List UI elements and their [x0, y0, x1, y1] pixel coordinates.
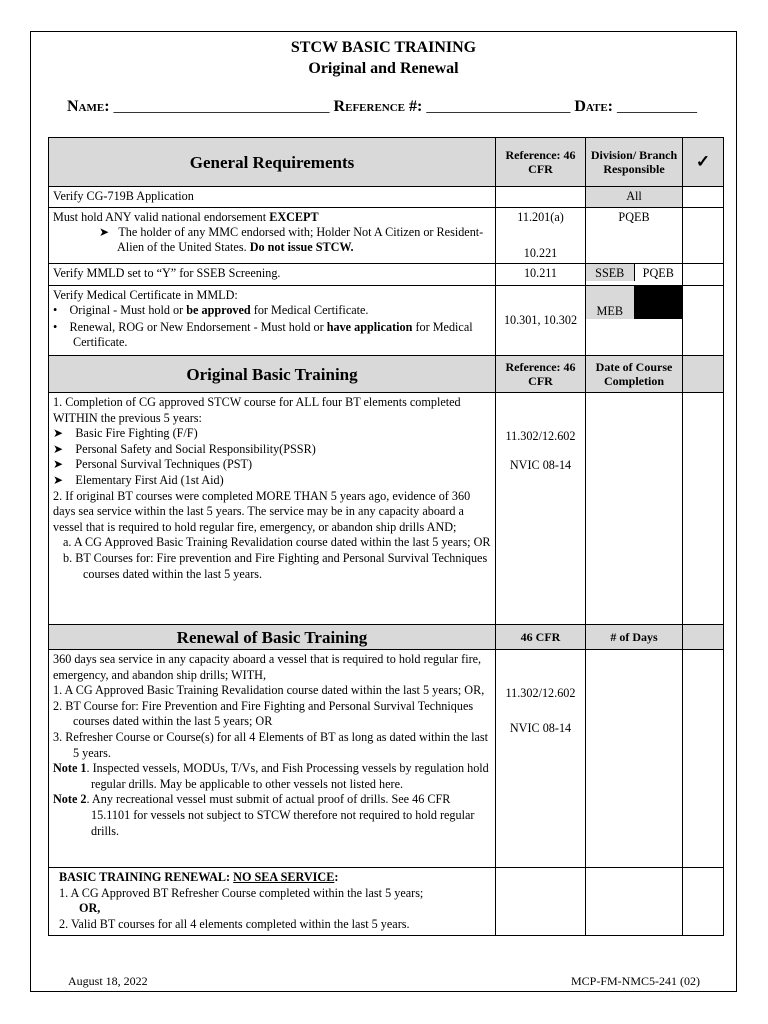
general-ref-heading: Reference: 46 CFR — [496, 138, 586, 187]
row-check[interactable] — [683, 393, 724, 625]
reference-field[interactable]: __________________ — [426, 98, 571, 115]
renewal-header-row — [49, 625, 724, 650]
table-row — [49, 187, 724, 208]
reference-label: Reference #: — [333, 98, 423, 115]
original-heading: Original Basic Training — [49, 356, 496, 393]
row-check[interactable] — [683, 187, 724, 208]
table-row — [49, 868, 724, 936]
table-row — [49, 208, 724, 264]
row-text: Verify Medical Certificate in MMLD: • Original - Must hold or be approved for Medical Certificate. • Renewal, ROG or New Endorsement - Must hold or have application for Medical Certificate. — [49, 286, 496, 356]
table-row — [49, 650, 724, 868]
row-check[interactable] — [683, 286, 724, 356]
row-text: Must hold ANY valid national endorsement EXCEPT ➤ The holder of any MMC endorsed with; Holder Not A Citizen or Resident-Alien of the United States. Do not issue STCW. — [49, 208, 496, 264]
row-text: Verify MMLD set to “Y” for SSEB Screening. — [49, 264, 496, 286]
original-ref: 11.302/12.602 NVIC 08-14 — [496, 393, 586, 625]
renewal-ref: 11.302/12.602 NVIC 08-14 — [496, 650, 586, 868]
renewal-days-cell[interactable] — [586, 650, 683, 868]
name-label: Name: — [67, 98, 110, 115]
row-ref: 11.201(a) 10.221 — [496, 208, 586, 264]
row-division: SSEB PQEB — [586, 264, 683, 286]
table-row — [49, 286, 724, 356]
original-requirements: 1. Completion of CG approved STCW course for ALL four BT elements completed WITHIN the previous 5 years: ➤ Basic Fire Fighting (F/F) ➤ Personal Safety and Social Responsibility(PSSR) ➤ Personal Survival Techniques (PST) ➤ Elementary First Aid (1st Aid) 2. If original BT courses were completed MORE THAN 5 years ago, evidence of 360 days sea service within the last 5 years. The service may be in any capacity aboard a vessel that is required to hold regular fire, emergency, or abandon ship drills AND; a. A CG Approved Basic Training Revalidation course dated within the last 5 years; OR b. BT Courses for: Fire prevention and Fire Fighting and Personal Survival Techniques courses dated within the last 5 years. — [49, 393, 496, 625]
renewal-requirements: 360 days sea service in any capacity aboard a vessel that is required to hold regular fire, emergency, and abandon ship drills; WITH, 1. A CG Approved Basic Training Revalidation course dated within the last 5 years; OR, 2. BT Course for: Fire Prevention and Fire Fighting and Personal Survival Techniques courses dated within the last 5 years; OR 3. Refresher Course or Course(s) for all 4 Elements of BT as long as dated within the last 5 years. Note 1. Inspected vessels, MODUs, T/Vs, and Fish Processing vessels by regulation hold regular drills. May be applicable to other vessels not listed here. Note 2. Any recreational vessel must submit of actual proof of drills. See 46 CFR 15.1101 for vessels not subject to STCW therefore not required to hold regular drills. — [49, 650, 496, 868]
date-field[interactable]: __________ — [617, 98, 698, 115]
blocked-cell — [634, 286, 683, 319]
nosea-cell[interactable] — [586, 868, 683, 936]
form-subtitle: Original and Renewal — [308, 60, 459, 77]
element-4: Elementary First Aid (1st Aid) — [75, 472, 224, 487]
row-check[interactable] — [683, 650, 724, 868]
row-division: All — [586, 187, 683, 208]
name-field[interactable]: ___________________________ — [113, 98, 330, 115]
original-date-cell[interactable] — [586, 393, 683, 625]
row-check[interactable] — [683, 868, 724, 936]
date-label: Date: — [574, 98, 614, 115]
table-row — [49, 393, 724, 625]
form-page — [30, 31, 737, 992]
original-ref-heading: Reference: 46 CFR — [496, 356, 586, 393]
original-header-row — [49, 356, 724, 393]
row-check[interactable] — [683, 264, 724, 286]
general-heading: General Requirements — [49, 138, 496, 187]
original-date-heading: Date of Course Completion — [586, 356, 683, 393]
row-division: MEB — [586, 286, 683, 356]
row-text: Verify CG-719B Application — [49, 187, 496, 208]
check-icon: ✓ — [683, 138, 724, 187]
element-1: Basic Fire Fighting (F/F) — [75, 426, 198, 441]
row-ref: 10.211 — [496, 264, 586, 286]
row-check[interactable] — [683, 208, 724, 264]
form-title: STCW BASIC TRAINING — [290, 39, 477, 56]
checklist-table — [48, 137, 724, 936]
renewal-heading: Renewal of Basic Training — [49, 625, 496, 650]
footer-form-number: MCP-FM-NMC5-241 (02) — [570, 974, 700, 988]
element-2: Personal Safety and Social Responsibility(PSSR) — [75, 441, 316, 456]
row-ref: 10.301, 10.302 — [496, 286, 586, 356]
footer-date: August 18, 2022 — [68, 974, 148, 988]
row-division: PQEB — [586, 208, 683, 264]
element-3: Personal Survival Techniques (PST) — [75, 457, 253, 472]
general-header-row — [49, 138, 724, 187]
row-ref — [496, 187, 586, 208]
nosea-requirements: BASIC TRAINING RENEWAL: NO SEA SERVICE: 1. A CG Approved BT Refresher Course completed within the last 5 years; OR, 2. Valid BT courses for all 4 elements completed within the last 5 years. — [49, 868, 496, 936]
renewal-days-heading: # of Days — [586, 625, 683, 650]
renewal-ref-heading: 46 CFR — [496, 625, 586, 650]
general-div-heading: Division/ Branch Responsible — [586, 138, 683, 187]
table-row — [49, 264, 724, 286]
header-fields — [67, 98, 727, 116]
